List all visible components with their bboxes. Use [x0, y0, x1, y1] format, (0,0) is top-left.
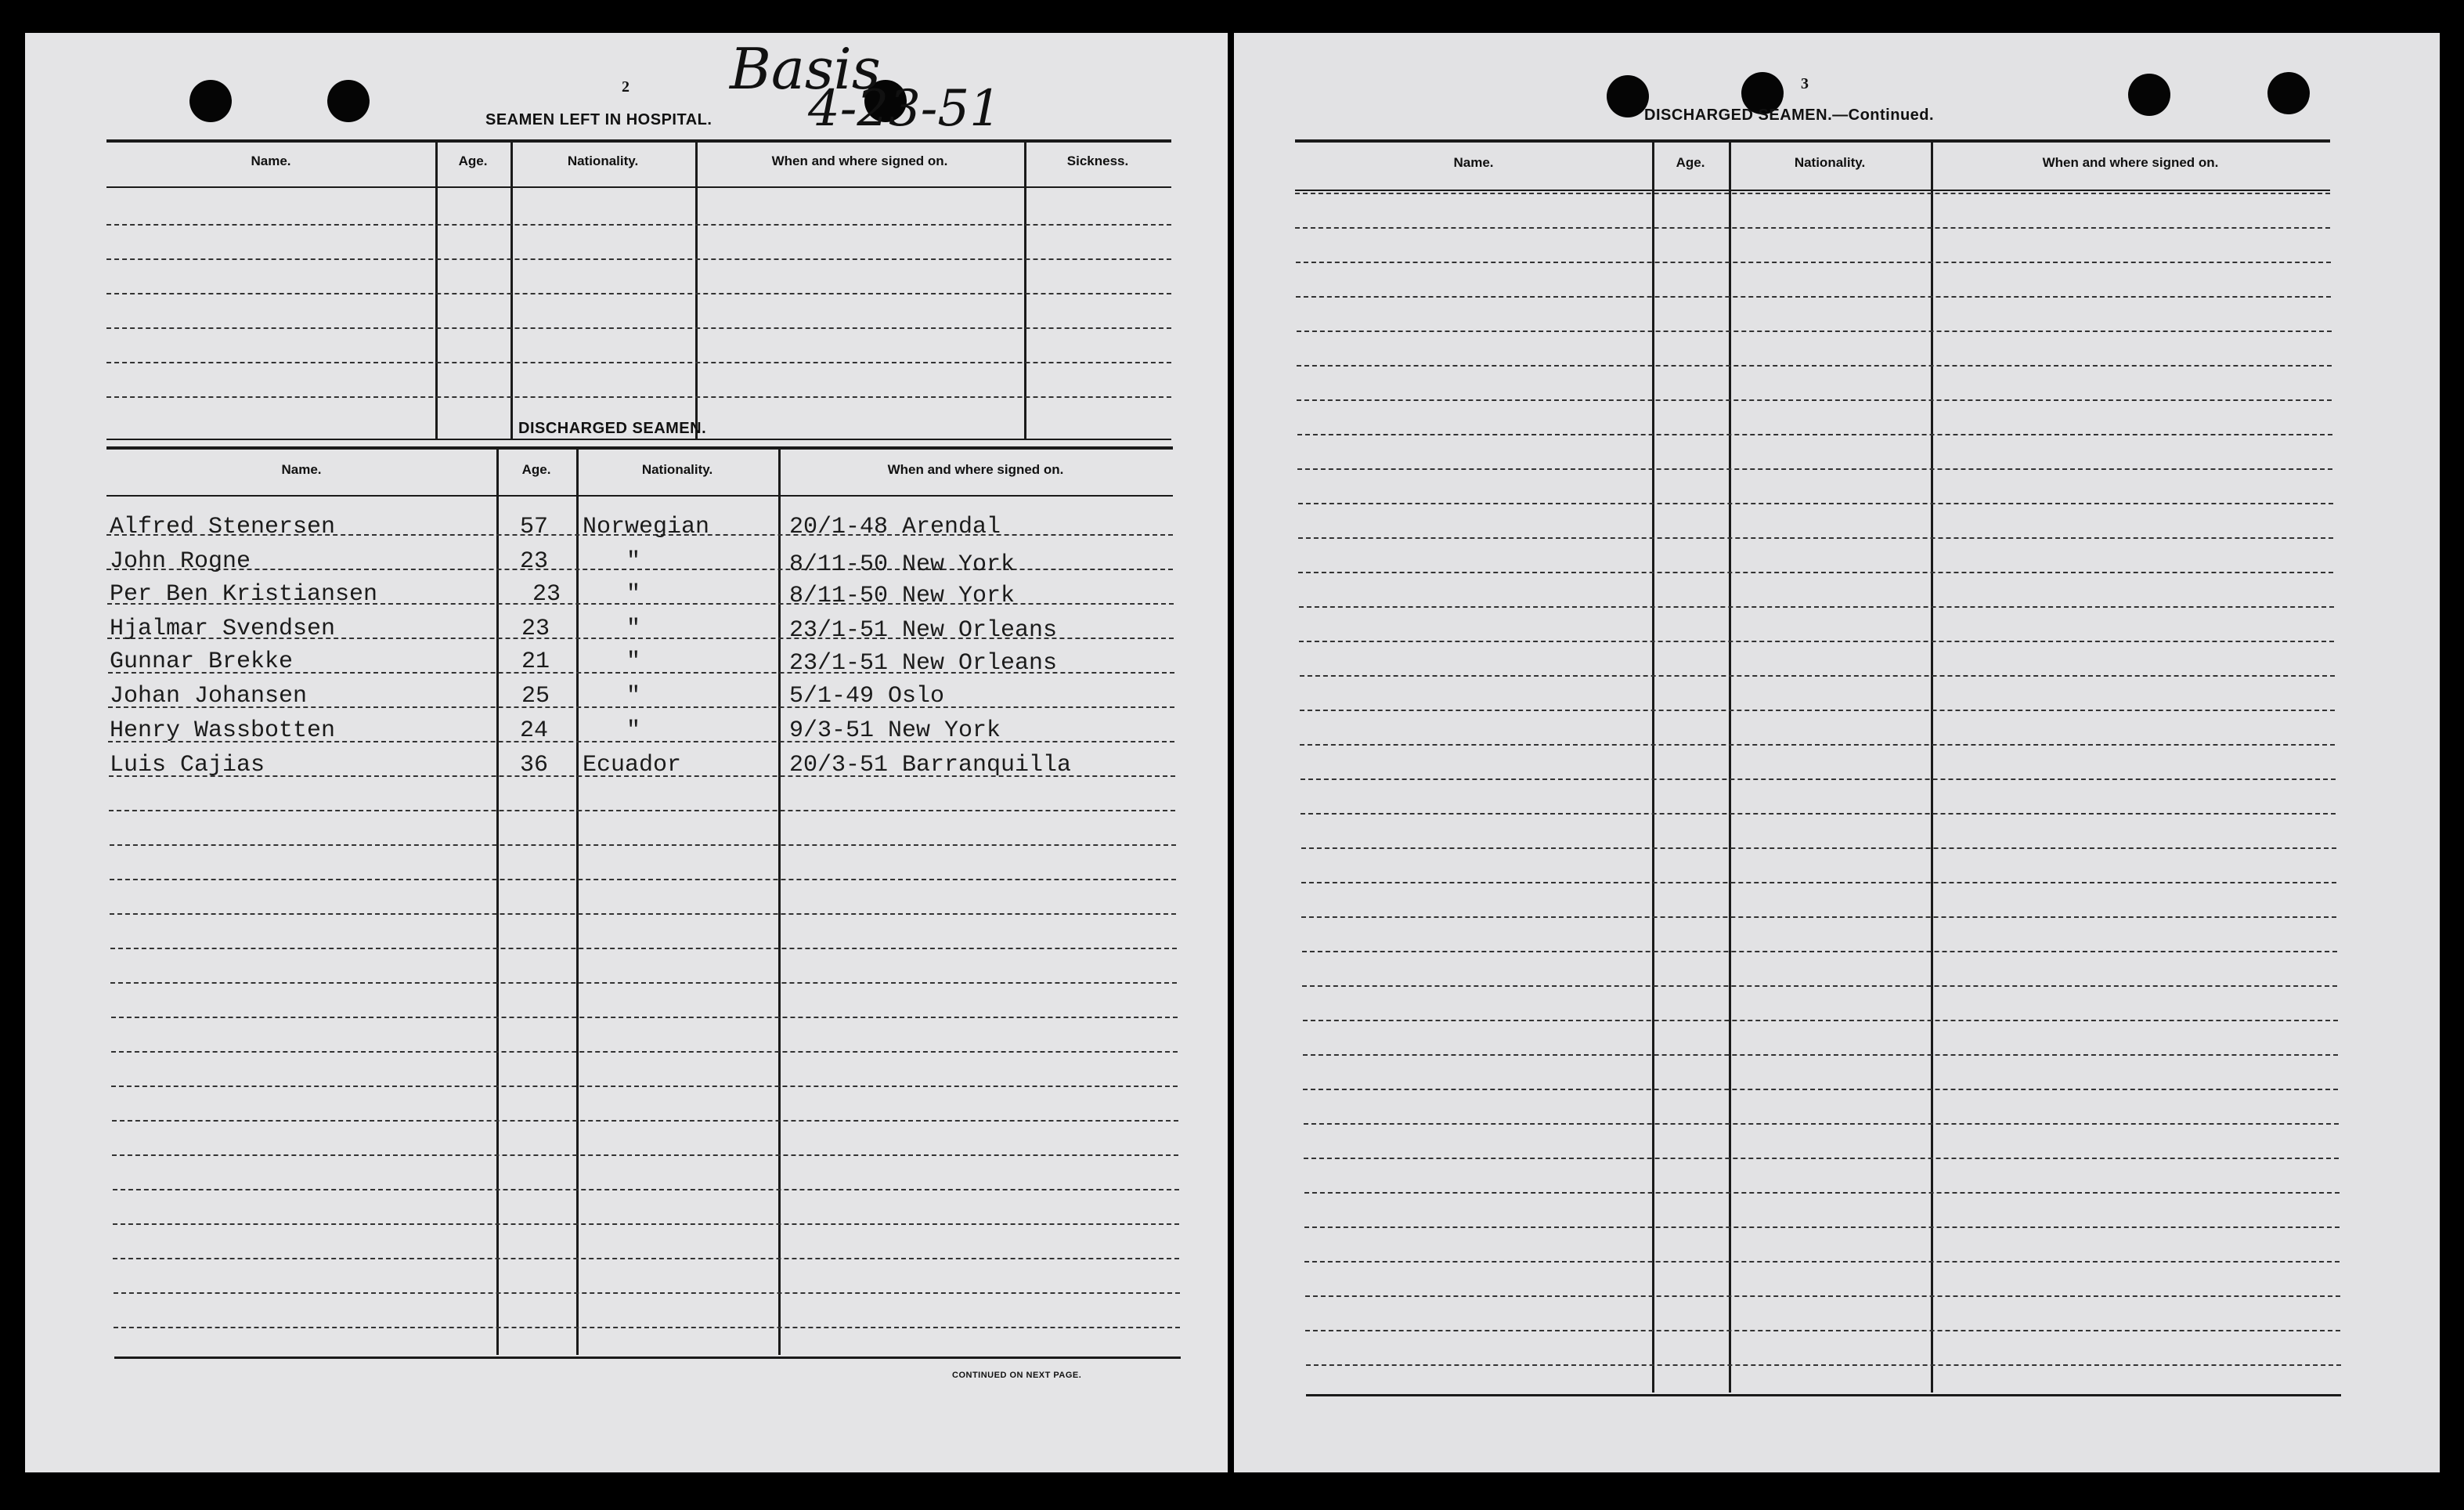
ruled-line: [111, 1086, 1178, 1087]
header-sickness: Sickness.: [1066, 154, 1129, 168]
ruled-line: [110, 913, 1176, 915]
ruled-line: [1302, 985, 2337, 987]
seaman-nationality: ": [626, 616, 641, 642]
ruled-line: [1306, 1364, 2341, 1366]
ruled-line: [1295, 193, 2330, 194]
header-nationality: Nationality.: [1794, 155, 1866, 170]
header-signed-on: When and where signed on.: [771, 154, 948, 168]
ruled-line: [1300, 744, 2335, 746]
handwritten-date: 4-23-51: [808, 80, 1001, 138]
punch-hole: [327, 80, 370, 122]
header-name: Name.: [281, 462, 322, 477]
ruled-line: [1304, 1123, 2339, 1125]
seaman-name: Hjalmar Svendsen: [110, 616, 336, 642]
seaman-name: Luis Cajias: [110, 752, 265, 778]
ruled-line: [1304, 1158, 2339, 1159]
header-name: Name.: [1453, 155, 1494, 170]
ruled-line: [1296, 262, 2331, 263]
ruled-line: [114, 1292, 1180, 1294]
seaman-name: Per Ben Kristiansen: [110, 581, 378, 608]
header-age: Age.: [458, 154, 488, 168]
ruled-line: [110, 982, 1177, 984]
ruled-line: [1303, 1089, 2338, 1090]
ruled-line: [111, 1051, 1178, 1053]
ruled-line: [112, 1154, 1178, 1156]
page-number: 3: [1801, 75, 1809, 92]
ruled-line: [111, 1017, 1178, 1018]
seaman-age: 23: [520, 548, 549, 575]
ruled-line: [1295, 227, 2330, 229]
ruled-line: [1298, 503, 2333, 504]
ruled-line: [1300, 710, 2335, 711]
seaman-age: 24: [520, 717, 549, 744]
right-section-title: DISCHARGED SEAMEN.—Continued.: [1644, 107, 1935, 124]
seaman-age: 57: [520, 514, 549, 540]
ruled-line: [1304, 1192, 2340, 1194]
seaman-nationality: Ecuador: [583, 752, 682, 778]
discharged-table: [106, 446, 1179, 1394]
page-number: 2: [622, 78, 630, 96]
seaman-signed-on: 23/1-51 New Orleans: [789, 617, 1058, 644]
seaman-signed-on: 8/11-50 New York: [789, 551, 1016, 578]
ruled-line: [1301, 813, 2336, 815]
punch-hole: [2267, 72, 2310, 114]
ruled-line: [1300, 675, 2335, 677]
seaman-name: John Rogne: [110, 548, 251, 575]
seaman-age: 23: [532, 581, 561, 608]
ruled-line: [1297, 399, 2332, 401]
seaman-nationality: Norwegian: [583, 514, 710, 540]
ruled-line: [1303, 1054, 2338, 1056]
seaman-nationality: ": [626, 548, 641, 575]
seaman-nationality: ": [626, 683, 641, 710]
ruled-line: [1301, 778, 2336, 780]
ruled-line: [113, 1258, 1179, 1259]
discharged-section-title: DISCHARGED SEAMEN.: [518, 420, 707, 437]
header-signed-on: When and where signed on.: [887, 462, 1064, 477]
ruled-line: [109, 810, 1175, 811]
seaman-name: Henry Wassbotten: [110, 717, 336, 744]
punch-hole: [189, 80, 232, 122]
ruled-line: [1305, 1330, 2340, 1331]
ruled-line: [1299, 641, 2334, 642]
ruled-line: [113, 1189, 1179, 1190]
ruled-line: [114, 1327, 1180, 1328]
seaman-age: 25: [521, 683, 550, 710]
ruled-line: [1296, 296, 2331, 298]
seaman-name: Johan Johansen: [110, 683, 308, 710]
ruled-line: [1298, 572, 2333, 573]
ruled-line: [1301, 847, 2336, 849]
ruled-line: [1305, 1295, 2340, 1297]
header-nationality: Nationality.: [641, 462, 713, 477]
seaman-signed-on: 9/3-51 New York: [789, 717, 1001, 744]
ruled-line: [1304, 1261, 2340, 1263]
seaman-nationality: ": [626, 581, 641, 608]
seaman-signed-on: 20/3-51 Barranquilla: [789, 752, 1072, 778]
ruled-line: [110, 948, 1177, 949]
ruled-line: [1297, 468, 2332, 470]
ruled-line: [1301, 916, 2336, 918]
discharged-continued-table: [1295, 139, 2407, 1400]
ruled-line: [1299, 606, 2334, 608]
punch-hole: [2128, 74, 2170, 116]
handwritten-note: Basis: [730, 36, 881, 102]
seaman-signed-on: 5/1-49 Oslo: [789, 683, 945, 710]
ruled-line: [110, 879, 1176, 880]
header-age: Age.: [1676, 155, 1705, 170]
ruled-line: [1297, 331, 2332, 332]
left-page: [25, 33, 1228, 1472]
header-signed-on: When and where signed on.: [2042, 155, 2219, 170]
hospital-table: [106, 139, 1171, 445]
ruled-line: [113, 1223, 1179, 1225]
header-age: Age.: [521, 462, 551, 477]
right-page: [1234, 33, 2440, 1472]
seaman-name: Gunnar Brekke: [110, 648, 294, 675]
ruled-line: [1303, 1020, 2338, 1021]
header-name: Name.: [251, 154, 291, 168]
seaman-signed-on: 20/1-48 Arendal: [789, 514, 1001, 540]
ruled-line: [1297, 365, 2332, 367]
ruled-line: [1302, 951, 2337, 952]
punch-hole: [1607, 75, 1649, 117]
hospital-section-title: SEAMEN LEFT IN HOSPITAL.: [485, 111, 713, 128]
seaman-nationality: ": [626, 717, 641, 744]
seaman-signed-on: 8/11-50 New York: [789, 583, 1016, 609]
seaman-age: 36: [520, 752, 549, 778]
ruled-line: [1297, 434, 2332, 435]
ruled-line: [112, 1120, 1178, 1122]
ruled-line: [1301, 882, 2336, 883]
seaman-name: Alfred Stenersen: [110, 514, 336, 540]
ruled-line: [110, 844, 1176, 846]
seaman-age: 23: [521, 616, 550, 642]
seaman-signed-on: 23/1-51 New Orleans: [789, 650, 1058, 677]
seaman-age: 21: [521, 648, 550, 675]
seaman-nationality: ": [626, 648, 641, 675]
header-nationality: Nationality.: [567, 154, 639, 168]
continued-note: CONTINUED ON NEXT PAGE.: [952, 1371, 1082, 1380]
ruled-line: [1298, 537, 2333, 539]
ruled-line: [1304, 1226, 2340, 1228]
